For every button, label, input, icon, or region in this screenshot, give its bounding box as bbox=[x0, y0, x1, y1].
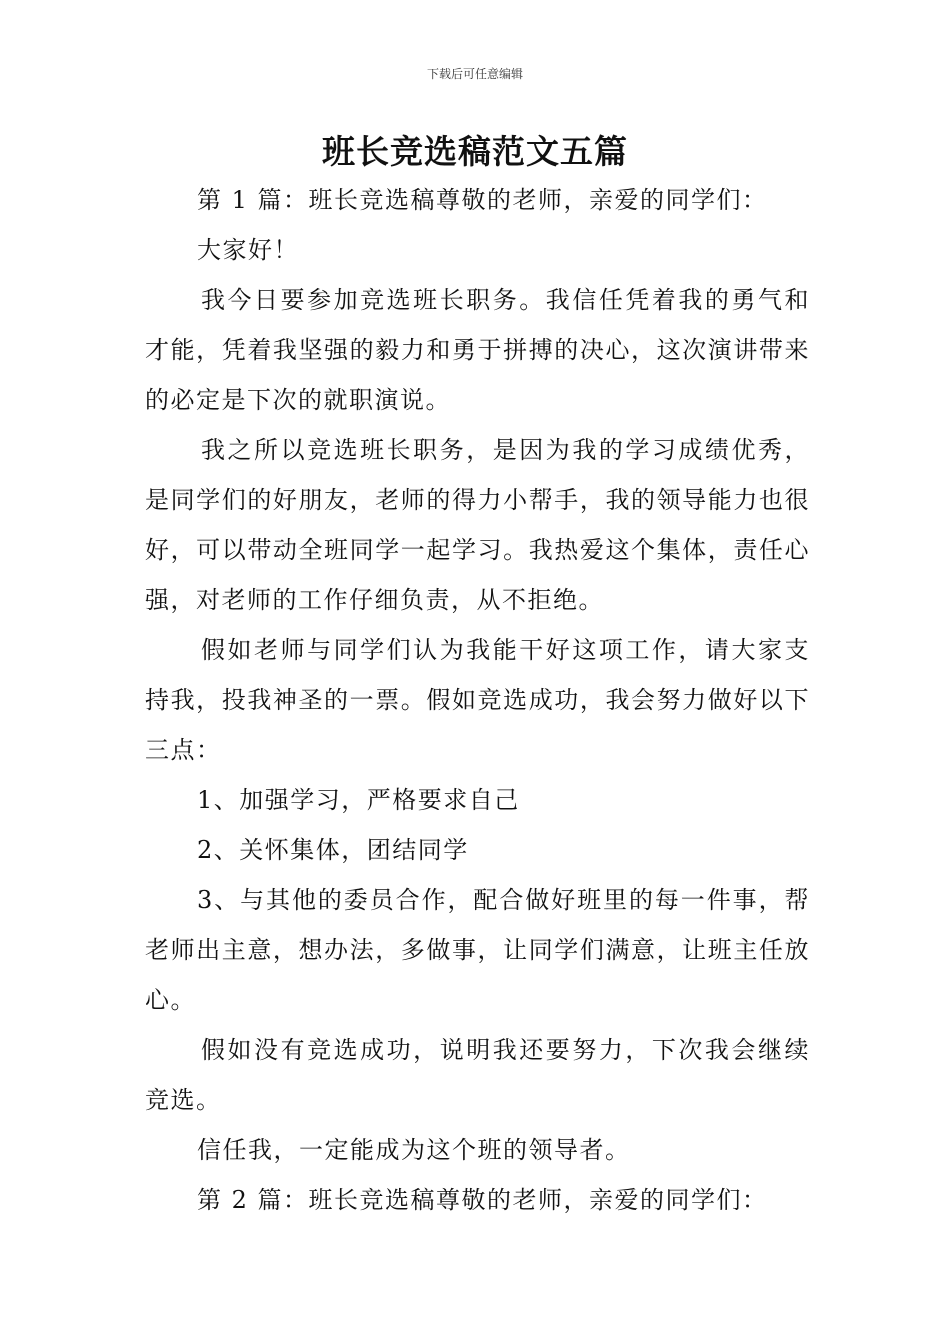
document-body bbox=[145, 175, 810, 1225]
header-note: 下载后可任意编辑 bbox=[426, 67, 523, 81]
document-title: 班长竞选稿范文五篇 bbox=[322, 132, 628, 171]
body-paragraph: 我今日要参加竞选班长职务。我信任凭着我的勇气和才能，凭着我坚强的毅力和勇于拼搏的决心，这次演讲带来的必定是下次的就职演说。 bbox=[145, 286, 810, 414]
greeting-paragraph: 大家好！ bbox=[197, 236, 299, 264]
list-item: 1、加强学习，严格要求自己 bbox=[197, 786, 520, 814]
body-paragraph: 假如老师与同学们认为我能干好这项工作，请大家支持我，投我神圣的一票。假如竞选成功，我会努力做好以下三点： bbox=[145, 636, 810, 764]
body-paragraph: 假如没有竞选成功，说明我还要努力，下次我会继续竞选。 bbox=[145, 1036, 810, 1114]
list-item: 3、与其他的委员合作，配合做好班里的每一件事，帮老师出主意，想办法，多做事，让同学们满意，让班主任放心。 bbox=[145, 886, 810, 1014]
body-paragraph: 我之所以竞选班长职务，是因为我的学习成绩优秀，是同学们的好朋友，老师的得力小帮手，我的领导能力也很好，可以带动全班同学一起学习。我热爱这个集体，责任心强，对老师的工作仔细负责，从不拒绝。 bbox=[145, 436, 810, 614]
section-heading-2: 第 2 篇：班长竞选稿尊敬的老师，亲爱的同学们： bbox=[197, 1186, 768, 1214]
body-paragraph: 信任我，一定能成为这个班的领导者。 bbox=[197, 1136, 631, 1164]
section-heading-1: 第 1 篇：班长竞选稿尊敬的老师，亲爱的同学们： bbox=[197, 186, 768, 214]
list-item: 2、关怀集体，团结同学 bbox=[197, 836, 469, 864]
